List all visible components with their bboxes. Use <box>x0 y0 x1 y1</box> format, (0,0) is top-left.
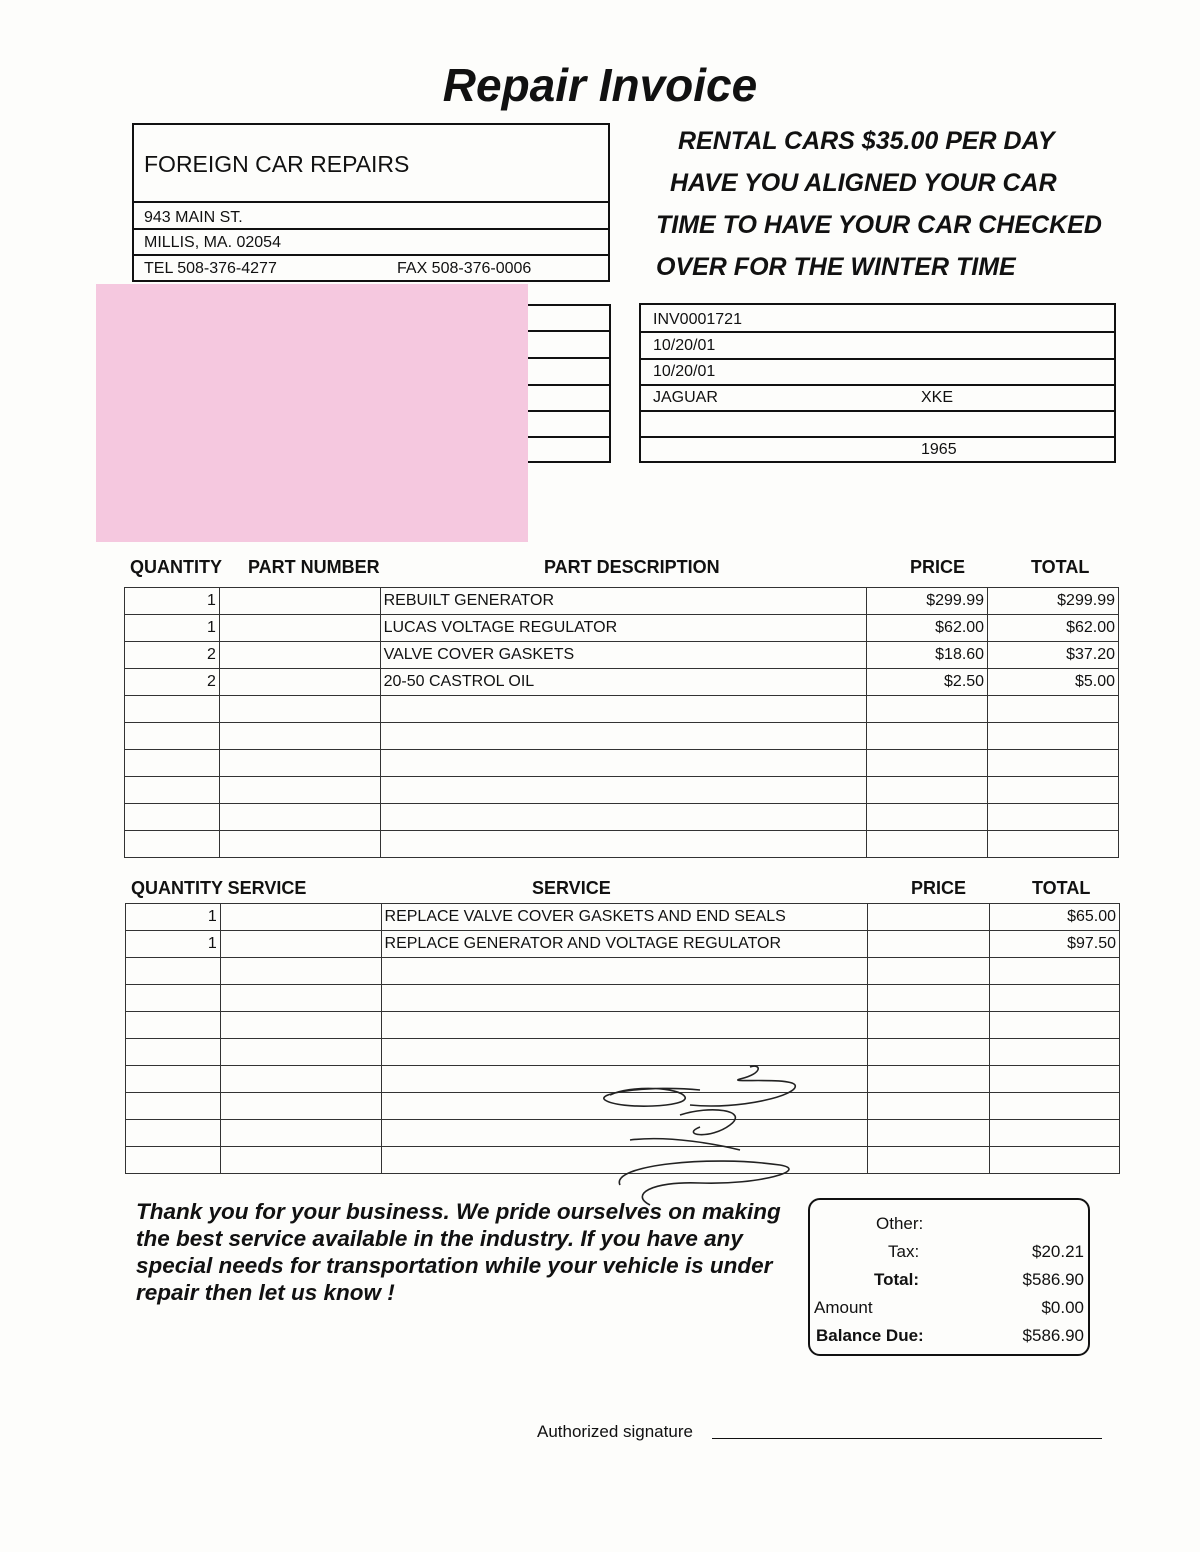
tax-value: $20.21 <box>1032 1242 1084 1261</box>
services-row-qty <box>126 1093 221 1120</box>
parts-row-description <box>380 723 867 750</box>
services-row <box>126 904 1120 931</box>
services-row-total: $65.00 <box>990 904 1120 931</box>
services-row-total <box>990 1147 1120 1174</box>
services-row-qty <box>126 1066 221 1093</box>
promo-line-4: OVER FOR THE WINTER TIME <box>656 253 1016 281</box>
promo-line-3: TIME TO HAVE YOUR CAR CHECKED <box>656 211 1102 239</box>
parts-row-total <box>988 696 1119 723</box>
services-row-service: REPLACE GENERATOR AND VOLTAGE REGULATOR <box>381 931 868 958</box>
services-header-price: PRICE <box>911 878 967 898</box>
invoice-date: 10/20/01 <box>653 337 716 354</box>
services-row-total <box>990 1093 1120 1120</box>
parts-row-price <box>867 696 988 723</box>
services-row-total <box>990 1120 1120 1147</box>
services-row <box>126 958 1120 985</box>
parts-row-qty <box>125 723 220 750</box>
services-row-qty <box>126 1147 221 1174</box>
services-row-price <box>868 1012 990 1039</box>
amount-value: $0.00 <box>1041 1298 1084 1317</box>
totals-box <box>808 1198 1090 1356</box>
parts-row-part-number <box>219 777 380 804</box>
parts-row-qty: 2 <box>125 669 220 696</box>
parts-row-description: VALVE COVER GASKETS <box>380 642 867 669</box>
services-row-price <box>868 931 990 958</box>
amount-label: Amount <box>814 1298 873 1317</box>
parts-row-total <box>988 750 1119 777</box>
services-row <box>126 1012 1120 1039</box>
parts-row-part-number <box>219 588 380 615</box>
total-label: Total: <box>874 1270 920 1289</box>
invoice-title: Repair Invoice <box>442 59 758 111</box>
parts-row-price: $299.99 <box>867 588 988 615</box>
parts-row-qty <box>125 696 220 723</box>
parts-row <box>125 642 1119 669</box>
services-row-qty <box>126 1012 221 1039</box>
parts-row-description <box>380 777 867 804</box>
parts-row-price: $62.00 <box>867 615 988 642</box>
services-row-code <box>220 985 381 1012</box>
company-city: MILLIS, MA. 02054 <box>144 234 281 251</box>
total-value: $586.90 <box>1022 1270 1084 1289</box>
signature-label: Authorized signature <box>537 1422 693 1441</box>
services-row-total <box>990 1012 1120 1039</box>
parts-row <box>125 804 1119 831</box>
services-row-total <box>990 985 1120 1012</box>
parts-header-part-number: PART NUMBER <box>248 557 380 577</box>
services-row-qty <box>126 958 221 985</box>
parts-row-qty <box>125 750 220 777</box>
parts-row-price: $18.60 <box>867 642 988 669</box>
parts-row-description <box>380 804 867 831</box>
parts-row-qty: 1 <box>125 588 220 615</box>
services-row-qty <box>126 985 221 1012</box>
parts-row-qty <box>125 777 220 804</box>
services-row-total <box>990 1039 1120 1066</box>
invoice-date-2: 10/20/01 <box>653 363 716 380</box>
parts-row-description <box>380 696 867 723</box>
parts-row <box>125 831 1119 858</box>
vehicle-year: 1965 <box>921 441 957 458</box>
parts-row-qty <box>125 804 220 831</box>
parts-row-description: LUCAS VOLTAGE REGULATOR <box>380 615 867 642</box>
parts-row-part-number <box>219 669 380 696</box>
parts-row-part-number <box>219 750 380 777</box>
services-row-service <box>381 958 868 985</box>
parts-row <box>125 615 1119 642</box>
parts-header-description: PART DESCRIPTION <box>544 557 720 577</box>
invoice-info-box <box>639 303 1116 463</box>
services-header-quantity-service: QUANTITY SERVICE <box>131 878 307 898</box>
services-row-code <box>220 1012 381 1039</box>
company-tel: TEL 508-376-4277 <box>144 260 277 277</box>
vehicle-make: JAGUAR <box>653 389 718 406</box>
company-name: FOREIGN CAR REPAIRS <box>144 151 410 177</box>
parts-row <box>125 723 1119 750</box>
parts-row-total: $299.99 <box>988 588 1119 615</box>
promo-line-1: RENTAL CARS $35.00 PER DAY <box>678 127 1055 155</box>
balance-due-label: Balance Due: <box>816 1326 924 1345</box>
services-row-code <box>220 1093 381 1120</box>
parts-row <box>125 777 1119 804</box>
services-row-qty <box>126 1120 221 1147</box>
parts-row-price: $2.50 <box>867 669 988 696</box>
parts-row-qty: 1 <box>125 615 220 642</box>
parts-row-description: REBUILT GENERATOR <box>380 588 867 615</box>
services-row-qty: 1 <box>126 931 221 958</box>
parts-row-total: $5.00 <box>988 669 1119 696</box>
services-row <box>126 931 1120 958</box>
parts-row-part-number <box>219 831 380 858</box>
parts-row <box>125 669 1119 696</box>
services-row-qty: 1 <box>126 904 221 931</box>
services-row-total <box>990 958 1120 985</box>
services-row-code <box>220 958 381 985</box>
services-header-total: TOTAL <box>1032 878 1091 898</box>
parts-row-total <box>988 723 1119 750</box>
services-header-service: SERVICE <box>532 878 611 898</box>
parts-row-description <box>380 750 867 777</box>
parts-row-total <box>988 831 1119 858</box>
services-row-code <box>220 1120 381 1147</box>
company-box <box>132 123 610 282</box>
parts-row-price <box>867 777 988 804</box>
services-row-service <box>381 985 868 1012</box>
services-row-price <box>868 1039 990 1066</box>
services-row-price <box>868 958 990 985</box>
company-street: 943 MAIN ST. <box>144 209 243 226</box>
services-row-code <box>220 931 381 958</box>
parts-row-total <box>988 777 1119 804</box>
company-fax: FAX 508-376-0006 <box>397 260 532 277</box>
parts-header-quantity: QUANTITY <box>130 557 222 577</box>
balance-due-value: $586.90 <box>1022 1326 1084 1345</box>
parts-row <box>125 750 1119 777</box>
parts-row-part-number <box>219 723 380 750</box>
parts-row-part-number <box>219 615 380 642</box>
services-row <box>126 985 1120 1012</box>
invoice-number: INV0001721 <box>653 311 742 328</box>
other-label: Other: <box>876 1214 924 1233</box>
vehicle-model: XKE <box>921 389 954 406</box>
services-row-service: REPLACE VALVE COVER GASKETS AND END SEALS <box>381 904 868 931</box>
promo-line-2: HAVE YOU ALIGNED YOUR CAR <box>670 169 1057 197</box>
services-row-price <box>868 904 990 931</box>
services-row-code <box>220 904 381 931</box>
parts-row-description <box>380 831 867 858</box>
parts-row-qty: 2 <box>125 642 220 669</box>
services-row-price <box>868 1066 990 1093</box>
parts-row-part-number <box>219 642 380 669</box>
handwritten-signature <box>590 1055 820 1215</box>
signature-line <box>712 1438 1102 1439</box>
tax-label: Tax: <box>888 1242 920 1261</box>
parts-row-qty <box>125 831 220 858</box>
parts-row-price <box>867 723 988 750</box>
parts-row-part-number <box>219 696 380 723</box>
parts-row-price <box>867 831 988 858</box>
services-row-qty <box>126 1039 221 1066</box>
redaction-block <box>96 284 528 542</box>
services-row-code <box>220 1147 381 1174</box>
services-row-price <box>868 1093 990 1120</box>
parts-header-price: PRICE <box>910 557 966 577</box>
services-row-price <box>868 1120 990 1147</box>
parts-table <box>124 587 1119 858</box>
parts-row-price <box>867 750 988 777</box>
services-row-service <box>381 1012 868 1039</box>
parts-row <box>125 696 1119 723</box>
services-row-total: $97.50 <box>990 931 1120 958</box>
thank-you-message: Thank you for your business. We pride ourselves on making the best service available in the industry. If you have any special needs for transportation while your vehicle is under repair then let us know ! <box>136 1199 781 1305</box>
parts-header-total: TOTAL <box>1031 557 1090 577</box>
parts-row-description: 20-50 CASTROL OIL <box>380 669 867 696</box>
parts-row-total: $62.00 <box>988 615 1119 642</box>
services-row-price <box>868 985 990 1012</box>
services-row-total <box>990 1066 1120 1093</box>
parts-row-price <box>867 804 988 831</box>
services-row-price <box>868 1147 990 1174</box>
parts-row-total: $37.20 <box>988 642 1119 669</box>
services-row-code <box>220 1039 381 1066</box>
parts-row-total <box>988 804 1119 831</box>
parts-row-part-number <box>219 804 380 831</box>
services-row-code <box>220 1066 381 1093</box>
parts-row <box>125 588 1119 615</box>
